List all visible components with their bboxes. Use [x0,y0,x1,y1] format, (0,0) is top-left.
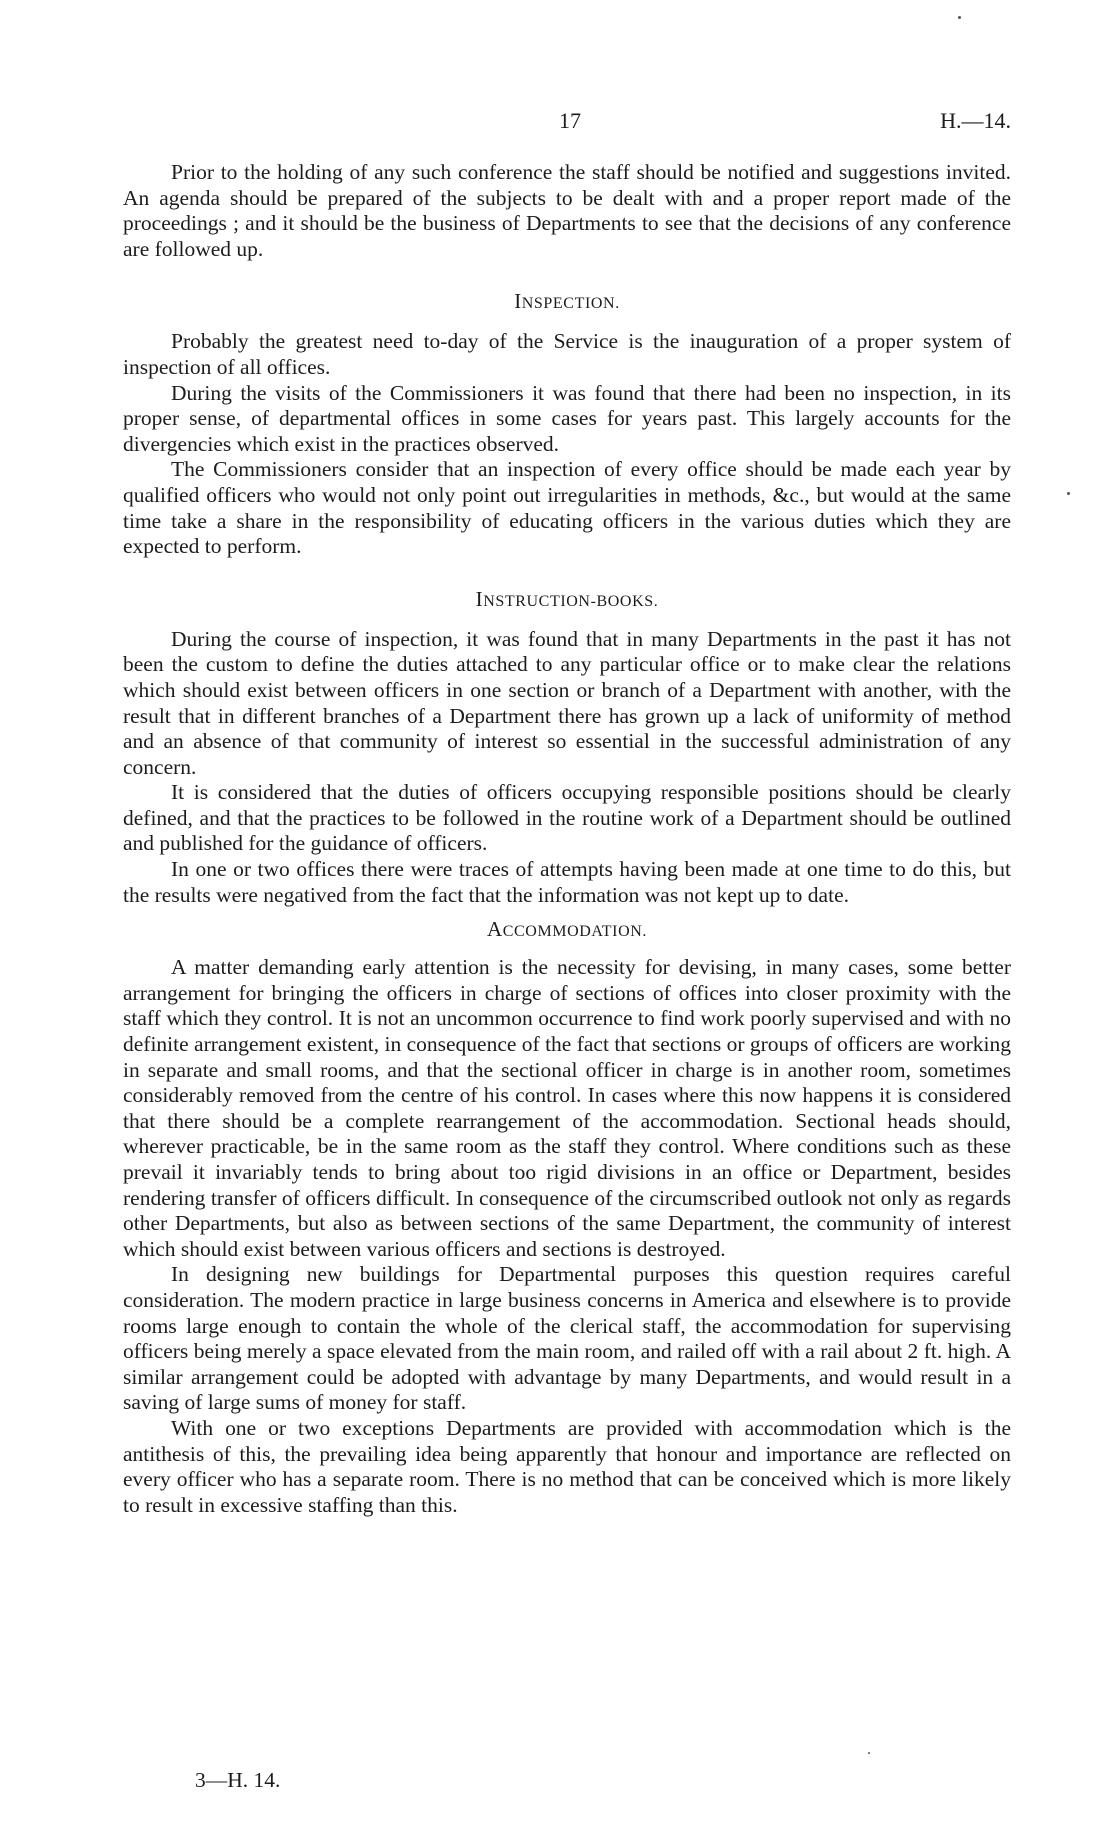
paragraph: The Commissioners consider that an inspection of every office should be made each year by qualified officers who would not only point out irregularities in methods, &c., but would at the same time take a share in the responsibility of educating officers in the various duties which they are expected to perform. [123,457,1011,559]
paragraph: Prior to the holding of any such conference the staff should be notified and suggestions invited. An agenda should be prepared of the subjects to be dealt with and a proper report made of the proceedings ; and it should be the business of Departments to see that the decisions of any conference are followed up. [123,160,1011,261]
paragraph: Probably the greatest need to-day of the Service is the inauguration of a proper system of inspection of all offices. [123,329,1011,379]
paragraph: In designing new buildings for Departmental purposes this question requires careful consideration. The modern practice in large business concerns in America and elsewhere is to provide rooms large enough to contain the whole of the clerical staff, the accommodation for supervising officers being merely a space elevated from the main room, and railed off with a rail about 2 ft. high. A similar arrangement could be adopted with advantage by many Departments, and would result in a saving of large sums of money for staff. [123,1262,1011,1415]
print-speck [1067,492,1070,495]
paragraph: With one or two exceptions Departments are provided with accommodation which is the antithesis of this, the prevailing idea being apparently that honour and importance are reflected on every officer who has a separate room. There is no method that can be conceived which is more likely to result in excessive staffing than this. [123,1415,1011,1517]
print-speck [958,16,961,19]
paragraph: During the course of inspection, it was found that in many Departments in the past it has not been the custom to define the duties attached to any particular office or to make clear the relations which should exist between officers in one section or branch of a Department with another, with the result that in different branches of a Department there has grown up a lack of uniformity of method and an absence of that community of interest so essential in the successful administration of any concern. [123,626,1011,779]
paragraph: It is considered that the duties of officers occupying responsible positions should be clearly defined, and that the practices to be followed in the routine work of a Department should be outlined and published for the guidance of officers. [123,780,1011,856]
section-heading-instruction-books: INSTRUCTION-BOOKS. [475,586,659,611]
document-body [123,160,1011,1518]
footer-signature-reference: 3—H. 14. [195,1768,281,1792]
paragraph: A matter demanding early attention is the necessity for devising, in many cases, some better arrangement for bringing the officers in charge of sections of offices into closer proximity with the staff which they control. It is not an uncommon occurrence to find work poorly supervised and with no definite arrangement existent, in consequence of the fact that sections or groups of officers are working in separate and small rooms, and that the sectional officer in charge is in another room, sometimes considerably removed from the centre of his control. In cases where this now happens it is considered that there should be a complete rearrangement of the accommodation. Sectional heads should, wherever practicable, be in the same room as the staff they control. Where conditions such as these prevail it invariably tends to bring about too rigid divisions in an office or Department, besides rendering transfer of officers difficult. In consequence of the circumscribed outlook not only as regards other Departments, but also as between sections of the same Department, the community of interest which should exist between various officers and sections is destroyed. [123,955,1011,1261]
section-heading-inspection: INSPECTION. [514,289,620,314]
document-reference: H.—14. [940,108,1011,133]
print-speck [868,1752,870,1754]
paragraph: During the visits of the Commissioners it was found that there had been no inspection, in its proper sense, of departmental offices in some cases for years past. This largely accounts for the divergencies which exist in the practices observed. [123,380,1011,456]
paragraph: In one or two offices there were traces of attempts having been made at one time to do this, but the results were negatived from the fact that the information was not kept up to date. [123,857,1011,907]
section-heading-accommodation: ACCOMMODATION. [486,917,648,942]
page-number: 17 [559,108,581,133]
